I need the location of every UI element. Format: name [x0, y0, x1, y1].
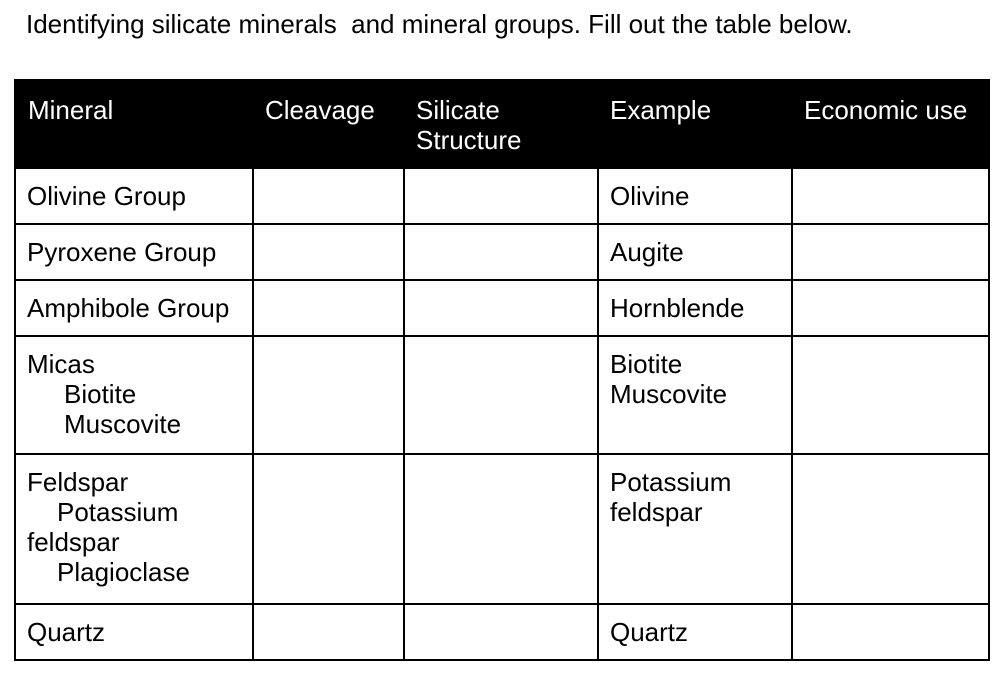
cell-example: Hornblende	[598, 280, 792, 336]
table-row-pyroxene	[15, 224, 989, 280]
header-row	[15, 80, 989, 168]
table-row-quartz	[15, 604, 989, 660]
header-economic-use: Economic use	[792, 80, 989, 168]
cell-silicate-structure-blank[interactable]	[404, 454, 598, 604]
cell-economic-use-blank[interactable]	[792, 280, 989, 336]
cell-mineral: Amphibole Group	[15, 280, 253, 336]
cell-example: Augite	[598, 224, 792, 280]
header-example: Example	[598, 80, 792, 168]
header-silicate-structure: Silicate Structure	[404, 80, 598, 168]
cell-mineral	[15, 454, 253, 604]
mineral-subtype: Muscovite	[64, 409, 182, 439]
header-mineral: Mineral	[15, 80, 253, 168]
mineral-subtype: Potassium	[57, 497, 179, 527]
silicate-minerals-table	[14, 79, 990, 661]
cell-silicate-structure-blank[interactable]	[404, 168, 598, 224]
page-instructions: Identifying silicate minerals and mineral groups. Fill out the table below.	[26, 9, 853, 39]
cell-economic-use-blank[interactable]	[792, 336, 989, 454]
cell-example: Olivine	[598, 168, 792, 224]
table-row-olivine	[15, 168, 989, 224]
cell-cleavage-blank[interactable]	[253, 336, 404, 454]
cell-economic-use-blank[interactable]	[792, 168, 989, 224]
cell-mineral	[15, 336, 253, 454]
cell-cleavage-blank[interactable]	[253, 454, 404, 604]
cell-cleavage-blank[interactable]	[253, 224, 404, 280]
table-row-micas	[15, 336, 989, 454]
cell-mineral: Quartz	[15, 604, 253, 660]
table-row-amphibole	[15, 280, 989, 336]
header-cleavage: Cleavage	[253, 80, 404, 168]
cell-cleavage-blank[interactable]	[253, 168, 404, 224]
mineral-subtype-continued: feldspar	[27, 527, 120, 557]
cell-economic-use-blank[interactable]	[792, 604, 989, 660]
table-row-feldspar	[15, 454, 989, 604]
mineral-group-name: Micas	[27, 349, 95, 379]
cell-example: Potassium feldspar	[598, 454, 792, 604]
cell-mineral: Pyroxene Group	[15, 224, 253, 280]
cell-mineral: Olivine Group	[15, 168, 253, 224]
cell-economic-use-blank[interactable]	[792, 224, 989, 280]
cell-example: Biotite Muscovite	[598, 336, 792, 454]
mineral-group-name: Feldspar	[27, 467, 129, 497]
cell-example: Quartz	[598, 604, 792, 660]
cell-silicate-structure-blank[interactable]	[404, 336, 598, 454]
cell-cleavage-blank[interactable]	[253, 280, 404, 336]
mineral-subtype: Plagioclase	[57, 557, 190, 587]
mineral-subtype: Biotite	[64, 379, 137, 409]
cell-silicate-structure-blank[interactable]	[404, 604, 598, 660]
cell-economic-use-blank[interactable]	[792, 454, 989, 604]
cell-silicate-structure-blank[interactable]	[404, 224, 598, 280]
cell-silicate-structure-blank[interactable]	[404, 280, 598, 336]
cell-cleavage-blank[interactable]	[253, 604, 404, 660]
